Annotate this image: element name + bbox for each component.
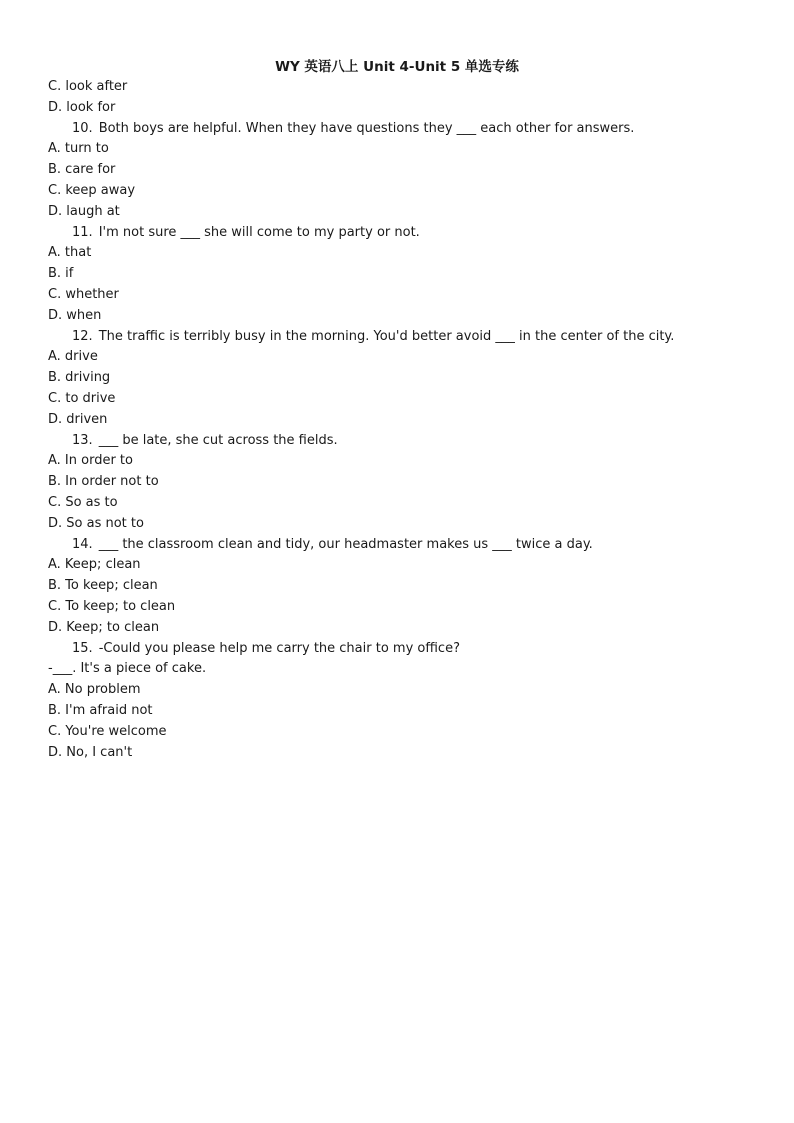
answer-option: D. laugh at: [48, 203, 120, 219]
answer-option: A. In order to: [48, 453, 133, 469]
page-title: WY 英语八上 Unit 4-Unit 5 单选专练: [275, 59, 519, 75]
question-text: I'm not sure ___ she will come to my party or not.: [98, 224, 420, 240]
answer-option: A. Keep; clean: [48, 557, 141, 573]
question-stem: [48, 535, 768, 556]
answer-option: D. Keep; to clean: [48, 619, 160, 635]
question-stem: [48, 223, 768, 244]
question-stem: [48, 327, 768, 348]
question-number: 12.: [72, 328, 93, 344]
answer-option: D. driven: [48, 411, 108, 427]
question-text: Both boys are helpful. When they have questions they ___ each other for answers.: [98, 120, 635, 136]
question-stem: [48, 639, 768, 660]
question-number: 11.: [72, 224, 93, 240]
answer-option: B. To keep; clean: [48, 578, 158, 594]
answer-option: D. when: [48, 307, 102, 323]
question-number: 13.: [72, 432, 93, 448]
answer-option: C. To keep; to clean: [48, 598, 176, 614]
answer-option: B. care for: [48, 162, 116, 178]
answer-option: A. drive: [48, 349, 98, 365]
answer-option: B. if: [48, 266, 74, 282]
answer-option: D. So as not to: [48, 515, 144, 531]
question-list: [48, 77, 768, 763]
answer-option: A. that: [48, 245, 92, 261]
answer-option: A. turn to: [48, 141, 109, 157]
question-stem: [48, 431, 768, 452]
answer-option: -___. It's a piece of cake.: [48, 661, 207, 677]
question-number: 10.: [72, 120, 93, 136]
answer-option: C. look after: [48, 79, 128, 94]
question-stem: [48, 119, 768, 140]
question-number: 14.: [72, 536, 93, 552]
question-text: The traffic is terribly busy in the morning. You'd better avoid ___ in the center of the city.: [98, 328, 675, 344]
answer-option: C. keep away: [48, 182, 136, 198]
question-text: -Could you please help me carry the chair to my office?: [98, 640, 460, 656]
answer-option: D. look for: [48, 99, 116, 115]
answer-option: D. No, I can't: [48, 744, 133, 760]
answer-option: C. So as to: [48, 494, 118, 510]
answer-option: B. I'm afraid not: [48, 702, 153, 718]
answer-option: C. You're welcome: [48, 723, 167, 739]
answer-option: B. driving: [48, 370, 111, 386]
question-number: 15.: [72, 640, 93, 656]
answer-option: C. whether: [48, 286, 119, 302]
answer-option: C. to drive: [48, 390, 116, 406]
answer-option: A. No problem: [48, 682, 141, 698]
question-text: ___ the classroom clean and tidy, our headmaster makes us ___ twice a day.: [98, 536, 593, 552]
answer-option: B. In order not to: [48, 474, 159, 490]
question-text: ___ be late, she cut across the fields.: [98, 432, 338, 448]
